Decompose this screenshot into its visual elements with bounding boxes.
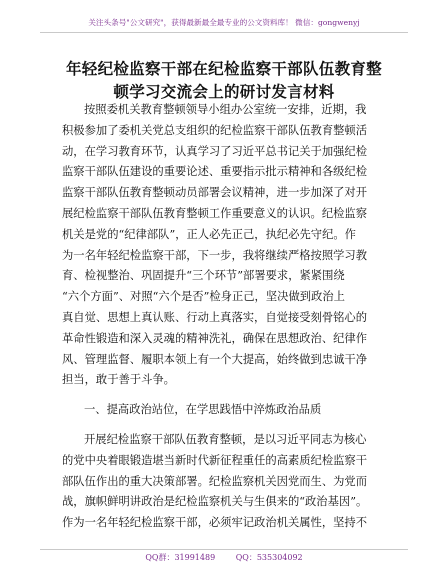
text-line: 机关是党的“纪律部队”，正人必先正己，执纪必先守纪。作 — [62, 227, 356, 241]
section-heading: 一、提高政治站位，在学思践悟中淬炼政治品质 — [84, 403, 322, 417]
footer-contact — [40, 549, 408, 566]
text-line: 部队伍作出的重大决策部署。纪检监察机关因党而生、为党而 — [62, 474, 368, 488]
text-line: 战，旗帜鲜明讲政治是纪检监察机关与生俱来的“政治基因”。 — [62, 495, 368, 509]
text-line: 监察干部队伍教育整顿动员部署会议精神，进一步加深了对开 — [62, 186, 368, 200]
text-line: “六个方面”、对照“六个是否”检身正己，坚决做到政治上 — [62, 290, 345, 304]
document-title — [44, 58, 404, 104]
text-line: 作为一名年轻纪检监察干部，必须牢记政治机关属性，坚持不 — [62, 516, 368, 530]
text-line: 革命性锻造和深入灵魂的精神洗礼，确保在思想政治、纪律作 — [62, 331, 368, 345]
paragraph-2 — [62, 430, 392, 534]
text-line: 真自觉、思想上真认账、行动上真落实，自觉接受刻骨铭心的 — [62, 310, 368, 324]
text-line: 监察干部队伍建设的重要论述、重要指示批示精神和各级纪检 — [62, 165, 368, 179]
text-line: 风、管理监督、履职本领上有一个大提高，始终做到忠诚干净 — [62, 352, 368, 366]
text-line: 担当，敢于善于斗争。 — [62, 373, 175, 387]
title-line: 顿学习交流会上的研讨发言材料 — [113, 83, 335, 101]
document-body — [62, 100, 392, 534]
text-line: 积极参加了委机关党总支组织的纪检监察干部队伍教育整顿活 — [62, 123, 368, 137]
footer-qq: QQ：535304092 — [235, 553, 303, 562]
footer-qq-group: QQ群：31991489 — [145, 553, 216, 562]
text-line: 的党中央着眼锻造堪当新时代新征程重任的高素质纪检监察干 — [62, 453, 368, 467]
text-line: 育、检视整治、巩固提升“三个环节”部署要求，紧紧围绕 — [62, 269, 345, 283]
header-promo-notice: 关注头条号"公文研究"，获得最新最全最专业的公文资料库！ 微信：gongwenyj — [40, 14, 408, 33]
text-line: 为一名年轻纪检监察干部，下一步，我将继续严格按照学习教 — [62, 248, 368, 262]
text-line: 开展纪检监察干部队伍教育整顿，是以习近平同志为核心 — [84, 432, 367, 446]
title-line: 年轻纪检监察干部在纪检监察干部队伍教育整 — [65, 60, 382, 78]
text-line: 按照委机关教育整顿领导小组办公室统一安排，近期，我 — [84, 103, 367, 116]
paragraph-1 — [62, 100, 392, 391]
text-line: 展纪检监察干部队伍教育整顿工作重要意义的认识。纪检监察 — [62, 206, 368, 220]
text-line: 动，在学习教育环节，认真学习了习近平总书记关于加强纪检 — [62, 144, 368, 158]
